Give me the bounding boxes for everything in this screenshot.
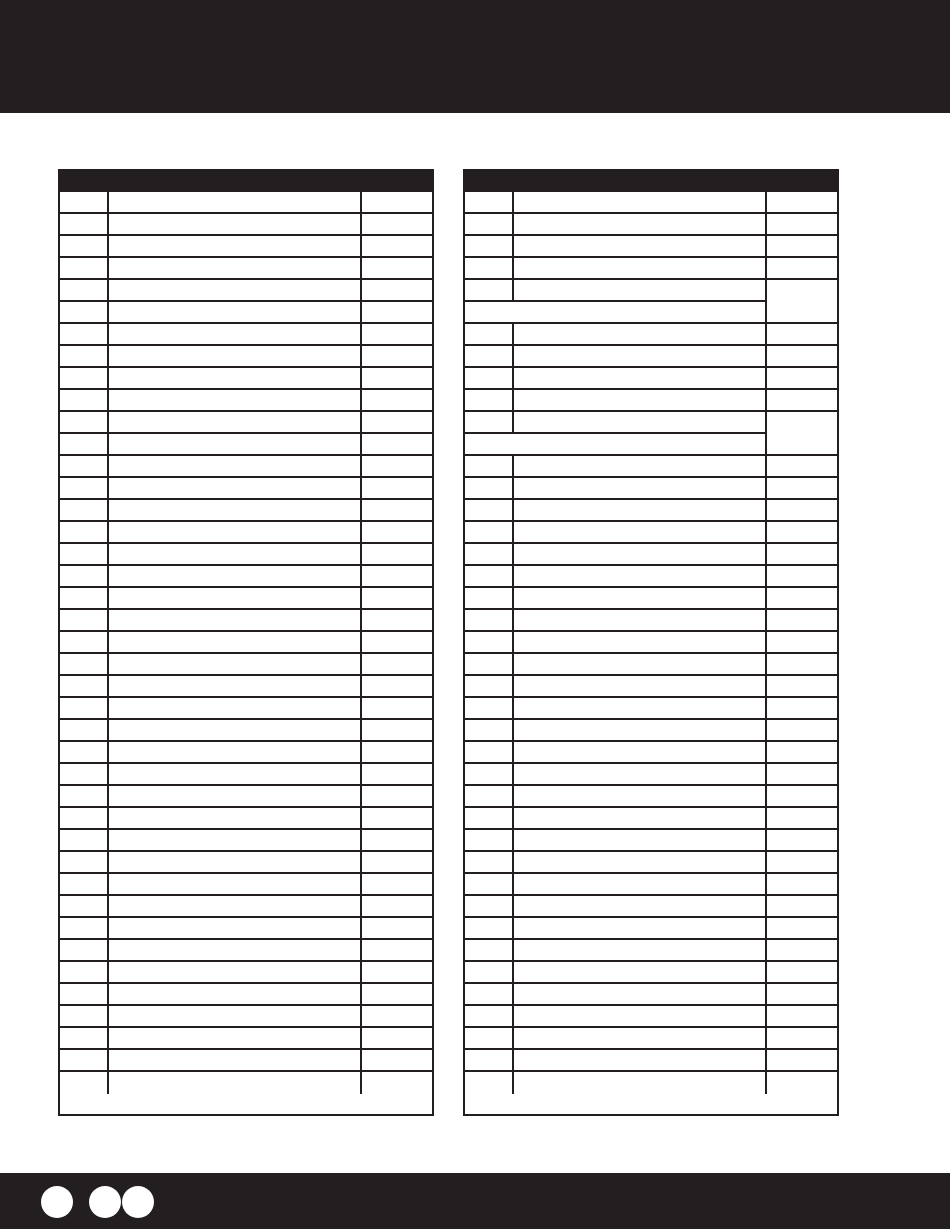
row-value-cell (765, 390, 837, 412)
row-description-cell (107, 544, 360, 566)
row-description-cell (107, 830, 360, 852)
row-description-cell (512, 654, 765, 676)
row-description-cell (107, 962, 360, 984)
row-number-cell (60, 236, 107, 258)
row-value-cell (765, 918, 837, 940)
row-number-cell (465, 280, 512, 302)
row-description-cell (512, 280, 765, 302)
row-description-cell (107, 940, 360, 962)
row-number-cell (465, 368, 512, 390)
row-description-cell (107, 346, 360, 368)
row-number-cell (465, 214, 512, 236)
page-marker-dot (122, 1186, 154, 1218)
row-number-cell (465, 676, 512, 698)
row-description-cell (512, 588, 765, 610)
row-description-cell (512, 544, 765, 566)
row-number-cell (60, 192, 107, 214)
row-description-cell (512, 368, 765, 390)
row-value-cell (765, 852, 837, 874)
row-value-cell (765, 214, 837, 236)
row-number-cell (60, 522, 107, 544)
row-description-cell (512, 478, 765, 500)
row-value-cell (360, 456, 432, 478)
row-value-cell (765, 654, 837, 676)
row-description-cell (512, 214, 765, 236)
row-description-cell (512, 1006, 765, 1028)
row-number-cell (60, 720, 107, 742)
row-description-cell (107, 918, 360, 940)
row-description-cell (107, 808, 360, 830)
row-description-cell (512, 566, 765, 588)
row-value-cell (360, 676, 432, 698)
row-value-cell (765, 676, 837, 698)
row-number-cell (60, 632, 107, 654)
row-value-cell (765, 412, 837, 456)
row-number-cell (465, 236, 512, 258)
row-description-cell (512, 1072, 765, 1094)
row-description-cell (107, 1050, 360, 1072)
row-description-cell (512, 390, 765, 412)
row-description-cell (107, 214, 360, 236)
row-description-cell (512, 1050, 765, 1072)
row-description-cell (512, 940, 765, 962)
row-number-cell (60, 676, 107, 698)
row-value-cell (360, 786, 432, 808)
row-description-cell (107, 742, 360, 764)
row-number-cell (465, 1072, 512, 1094)
row-value-cell (765, 742, 837, 764)
row-number-cell (60, 434, 107, 456)
row-number-cell (60, 566, 107, 588)
row-value-cell (765, 258, 837, 280)
row-description-cell (107, 632, 360, 654)
row-description-cell (512, 808, 765, 830)
row-number-cell (60, 324, 107, 346)
row-number-cell (465, 896, 512, 918)
row-description-cell (107, 786, 360, 808)
row-number-cell (465, 566, 512, 588)
row-value-cell (360, 566, 432, 588)
row-value-cell (360, 896, 432, 918)
row-value-cell (765, 896, 837, 918)
row-description-cell (512, 456, 765, 478)
row-description-cell (512, 984, 765, 1006)
row-value-cell (360, 214, 432, 236)
row-number-cell (60, 940, 107, 962)
row-value-cell (360, 654, 432, 676)
row-number-cell (60, 610, 107, 632)
row-number-cell (465, 962, 512, 984)
row-value-cell (360, 390, 432, 412)
row-number-cell (60, 962, 107, 984)
row-value-cell (360, 346, 432, 368)
row-number-cell (465, 764, 512, 786)
row-description-cell (107, 852, 360, 874)
row-value-cell (360, 852, 432, 874)
row-value-cell (765, 874, 837, 896)
row-number-cell (465, 720, 512, 742)
row-number-cell (465, 984, 512, 1006)
row-value-cell (360, 500, 432, 522)
row-value-cell (765, 962, 837, 984)
row-number-cell (60, 346, 107, 368)
row-number-cell (60, 874, 107, 896)
row-description-cell (107, 522, 360, 544)
row-description-cell (107, 258, 360, 280)
row-value-cell (765, 456, 837, 478)
row-description-cell (512, 1028, 765, 1050)
row-number-cell (465, 192, 512, 214)
row-description-cell (512, 522, 765, 544)
row-number-cell (465, 390, 512, 412)
row-description-cell (107, 1006, 360, 1028)
row-number-cell (60, 302, 107, 324)
row-number-cell (60, 764, 107, 786)
row-value-cell (360, 874, 432, 896)
row-value-cell (360, 236, 432, 258)
row-value-cell (360, 280, 432, 302)
row-number-cell (465, 1028, 512, 1050)
row-value-cell (765, 544, 837, 566)
row-description-cell (107, 192, 360, 214)
row-value-cell (360, 588, 432, 610)
row-value-cell (360, 764, 432, 786)
row-value-cell (765, 786, 837, 808)
row-value-cell (360, 412, 432, 434)
row-value-cell (360, 940, 432, 962)
row-number-cell (465, 852, 512, 874)
row-value-cell (360, 434, 432, 456)
row-number-cell (465, 588, 512, 610)
row-value-cell (360, 324, 432, 346)
row-number-cell (465, 698, 512, 720)
row-description-cell (107, 764, 360, 786)
row-description-cell (107, 390, 360, 412)
row-number-cell (60, 830, 107, 852)
row-description-cell (107, 434, 360, 456)
row-number-cell (465, 456, 512, 478)
row-value-cell (765, 280, 837, 324)
row-number-cell (465, 544, 512, 566)
row-value-cell (765, 1028, 837, 1050)
row-value-cell (765, 632, 837, 654)
row-description-cell (512, 742, 765, 764)
row-number-cell (60, 258, 107, 280)
row-value-cell (360, 1050, 432, 1072)
row-description-cell (107, 280, 360, 302)
row-description-cell (107, 698, 360, 720)
row-number-cell (465, 918, 512, 940)
row-description-cell (512, 786, 765, 808)
row-description-cell (512, 698, 765, 720)
row-description-cell (107, 588, 360, 610)
left-table-header (60, 171, 432, 192)
row-number-cell (60, 698, 107, 720)
row-value-cell (765, 1006, 837, 1028)
row-value-cell (765, 478, 837, 500)
row-description-cell (107, 456, 360, 478)
row-number-cell (60, 214, 107, 236)
row-description-cell (512, 896, 765, 918)
row-number-cell (465, 346, 512, 368)
row-value-cell (360, 742, 432, 764)
row-value-cell (765, 1072, 837, 1094)
row-value-cell (765, 720, 837, 742)
row-number-cell (60, 544, 107, 566)
row-number-cell (465, 808, 512, 830)
row-description-cell (512, 610, 765, 632)
row-description-cell (512, 258, 765, 280)
row-number-cell (60, 1028, 107, 1050)
right-table-header (465, 171, 837, 192)
row-number-cell (465, 940, 512, 962)
row-description-cell (512, 764, 765, 786)
row-value-cell (765, 368, 837, 390)
row-value-cell (360, 984, 432, 1006)
row-description-cell (512, 632, 765, 654)
row-number-cell (465, 654, 512, 676)
row-number-cell (60, 742, 107, 764)
row-description-cell (107, 236, 360, 258)
row-number-cell (465, 786, 512, 808)
row-description-cell (512, 236, 765, 258)
row-number-cell (60, 1006, 107, 1028)
row-value-cell (360, 544, 432, 566)
row-value-cell (360, 698, 432, 720)
row-number-cell (60, 1072, 107, 1094)
row-number-cell (465, 742, 512, 764)
row-description-cell (107, 566, 360, 588)
row-description-cell (512, 676, 765, 698)
section-row (465, 302, 765, 324)
row-number-cell (60, 368, 107, 390)
row-value-cell (360, 522, 432, 544)
row-number-cell (60, 808, 107, 830)
row-value-cell (765, 984, 837, 1006)
row-value-cell (360, 1006, 432, 1028)
row-value-cell (360, 720, 432, 742)
row-number-cell (465, 632, 512, 654)
row-description-cell (107, 412, 360, 434)
header-bar (0, 0, 950, 113)
row-description-cell (107, 896, 360, 918)
row-description-cell (107, 324, 360, 346)
row-number-cell (60, 786, 107, 808)
row-value-cell (765, 588, 837, 610)
row-value-cell (765, 500, 837, 522)
row-description-cell (107, 984, 360, 1006)
row-number-cell (60, 654, 107, 676)
row-number-cell (465, 412, 512, 434)
row-description-cell (107, 1028, 360, 1050)
row-value-cell (360, 1028, 432, 1050)
row-number-cell (60, 500, 107, 522)
row-number-cell (465, 1006, 512, 1028)
row-description-cell (107, 500, 360, 522)
row-value-cell (765, 830, 837, 852)
row-number-cell (465, 874, 512, 896)
row-value-cell (360, 302, 432, 324)
row-description-cell (512, 962, 765, 984)
row-value-cell (360, 830, 432, 852)
row-description-cell (512, 346, 765, 368)
row-number-cell (60, 852, 107, 874)
row-value-cell (765, 192, 837, 214)
row-number-cell (60, 1050, 107, 1072)
row-number-cell (60, 588, 107, 610)
row-description-cell (512, 918, 765, 940)
row-value-cell (765, 346, 837, 368)
row-description-cell (512, 192, 765, 214)
row-value-cell (360, 962, 432, 984)
row-value-cell (360, 808, 432, 830)
page-marker-dot (41, 1186, 73, 1218)
row-value-cell (360, 368, 432, 390)
row-description-cell (512, 830, 765, 852)
row-description-cell (107, 302, 360, 324)
row-value-cell (360, 258, 432, 280)
row-description-cell (512, 720, 765, 742)
row-value-cell (765, 698, 837, 720)
row-description-cell (107, 610, 360, 632)
row-description-cell (107, 654, 360, 676)
row-description-cell (512, 500, 765, 522)
row-value-cell (360, 632, 432, 654)
row-value-cell (360, 192, 432, 214)
row-number-cell (465, 258, 512, 280)
row-value-cell (765, 940, 837, 962)
page-marker-dot (89, 1186, 121, 1218)
row-value-cell (765, 236, 837, 258)
row-description-cell (107, 676, 360, 698)
row-number-cell (465, 1050, 512, 1072)
row-number-cell (465, 522, 512, 544)
row-number-cell (60, 478, 107, 500)
row-value-cell (360, 1072, 432, 1094)
row-number-cell (60, 984, 107, 1006)
row-description-cell (512, 852, 765, 874)
row-number-cell (60, 896, 107, 918)
right-table (463, 169, 839, 1116)
row-description-cell (512, 874, 765, 896)
row-value-cell (765, 566, 837, 588)
row-description-cell (107, 874, 360, 896)
row-value-cell (360, 918, 432, 940)
row-value-cell (765, 764, 837, 786)
row-value-cell (765, 808, 837, 830)
row-number-cell (465, 500, 512, 522)
row-number-cell (60, 390, 107, 412)
row-number-cell (60, 918, 107, 940)
row-value-cell (765, 522, 837, 544)
row-number-cell (465, 478, 512, 500)
row-number-cell (465, 610, 512, 632)
row-description-cell (107, 368, 360, 390)
row-description-cell (512, 324, 765, 346)
section-row (465, 434, 765, 456)
row-number-cell (60, 412, 107, 434)
row-number-cell (465, 830, 512, 852)
row-number-cell (60, 280, 107, 302)
row-value-cell (765, 610, 837, 632)
row-number-cell (60, 456, 107, 478)
row-description-cell (512, 412, 765, 434)
row-value-cell (765, 324, 837, 346)
row-value-cell (360, 610, 432, 632)
row-value-cell (360, 478, 432, 500)
row-value-cell (765, 1050, 837, 1072)
row-number-cell (465, 324, 512, 346)
row-description-cell (107, 1072, 360, 1094)
row-description-cell (107, 720, 360, 742)
left-table (58, 169, 434, 1116)
row-description-cell (107, 478, 360, 500)
